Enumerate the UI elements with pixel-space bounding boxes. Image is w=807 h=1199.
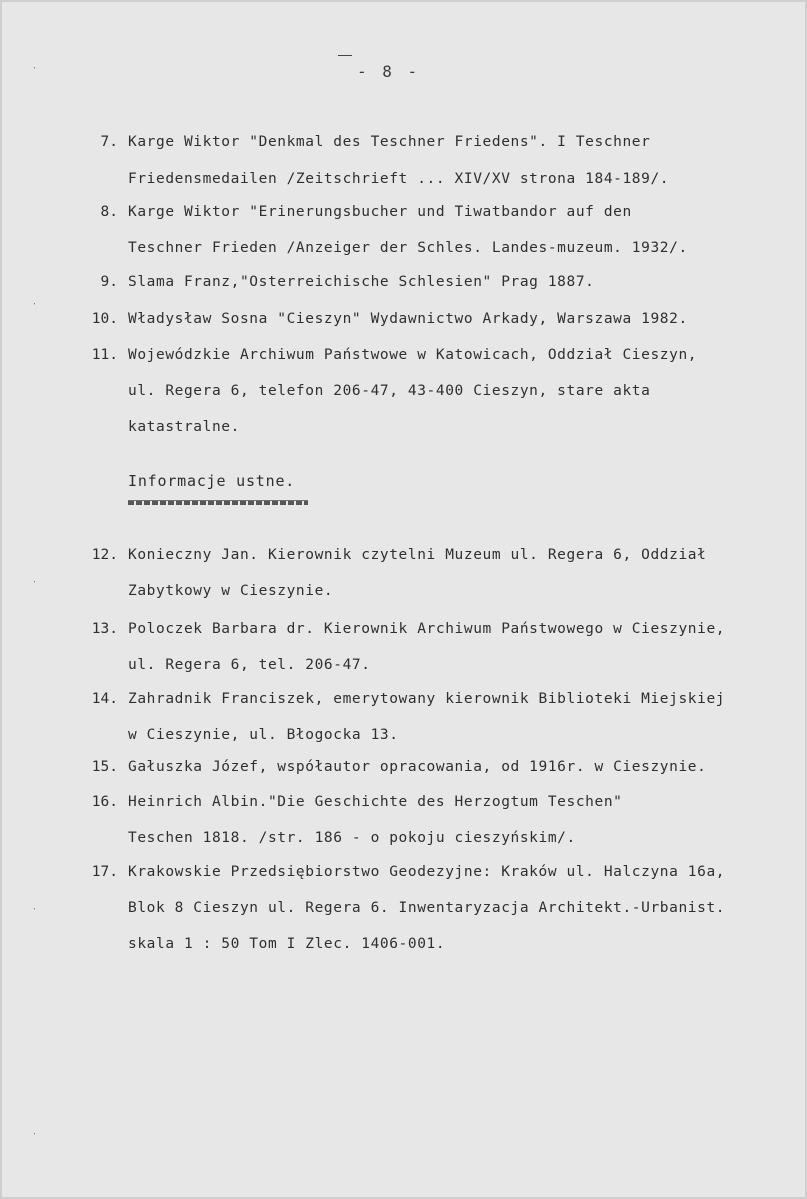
entry-line: Heinrich Albin."Die Geschichte des Herzogtum Teschen" (128, 794, 623, 810)
entry-line: Wojewódzkie Archiwum Państwowe w Katowicach, Oddział Cieszyn, (128, 347, 698, 363)
entry-line: Karge Wiktor "Erinerungsbucher und Tiwatbandor auf den (128, 204, 632, 220)
top-dash-mark (338, 55, 352, 56)
margin-tick: ‧ (33, 905, 36, 915)
entry-number: 13. (91, 621, 118, 637)
margin-tick: ‧ (33, 300, 36, 310)
page-number: - 8 - (357, 62, 421, 81)
entry-number: 10. (91, 311, 118, 327)
entry-line: Karge Wiktor "Denkmal des Teschner Friedens". I Teschner (128, 134, 651, 150)
entry-line: katastralne. (128, 419, 240, 435)
entry-number: 12. (91, 547, 118, 563)
entry-number: 16. (91, 794, 118, 810)
entry-line: ul. Regera 6, tel. 206-47. (128, 657, 371, 673)
entry-line: Slama Franz,"Osterreichische Schlesien" Prag 1887. (128, 274, 595, 290)
entry-line: Zabytkowy w Cieszynie. (128, 583, 334, 599)
entry-number: 14. (91, 691, 118, 707)
section-underline (128, 500, 308, 505)
margin-tick: ‧ (33, 1130, 36, 1140)
entry-line: ul. Regera 6, telefon 206-47, 43-400 Cieszyn, stare akta (128, 383, 651, 399)
entry-line: Krakowskie Przedsiębiorstwo Geodezyjne: Kraków ul. Halczyna 16a, (128, 864, 726, 880)
entry-number: 9. (100, 274, 118, 290)
section-heading: Informacje ustne. (128, 472, 296, 490)
entry-line: w Cieszynie, ul. Błogocka 13. (128, 727, 399, 743)
entry-line: Teschner Frieden /Anzeiger der Schles. Landes-muzeum. 1932/. (128, 240, 688, 256)
margin-tick: ‧ (33, 578, 36, 588)
entry-number: 11. (91, 347, 118, 363)
entry-line: Blok 8 Cieszyn ul. Regera 6. Inwentaryzacja Architekt.-Urbanist. (128, 900, 726, 916)
entry-line: Konieczny Jan. Kierownik czytelni Muzeum ul. Regera 6, Oddział (128, 547, 707, 563)
entry-line: skala 1 : 50 Tom I Zlec. 1406-001. (128, 936, 446, 952)
entry-number: 8. (100, 204, 118, 220)
entry-line: Władysław Sosna "Cieszyn" Wydawnictwo Arkady, Warszawa 1982. (128, 311, 688, 327)
entry-number: 7. (100, 134, 118, 150)
entry-line: Poloczek Barbara dr. Kierownik Archiwum Państwowego w Cieszynie, (128, 621, 726, 637)
entry-line: Zahradnik Franciszek, emerytowany kierownik Biblioteki Miejskiej (128, 691, 726, 707)
entry-line: Friedensmedailen /Zeitschrieft ... XIV/XV strona 184-189/. (128, 171, 670, 187)
margin-tick: ‧ (33, 64, 36, 74)
entry-line: Gałuszka Józef, współautor opracowania, od 1916r. w Cieszynie. (128, 759, 707, 775)
entry-number: 15. (91, 759, 118, 775)
entry-number: 17. (91, 864, 118, 880)
entry-line: Teschen 1818. /str. 186 - o pokoju cieszyńskim/. (128, 830, 576, 846)
